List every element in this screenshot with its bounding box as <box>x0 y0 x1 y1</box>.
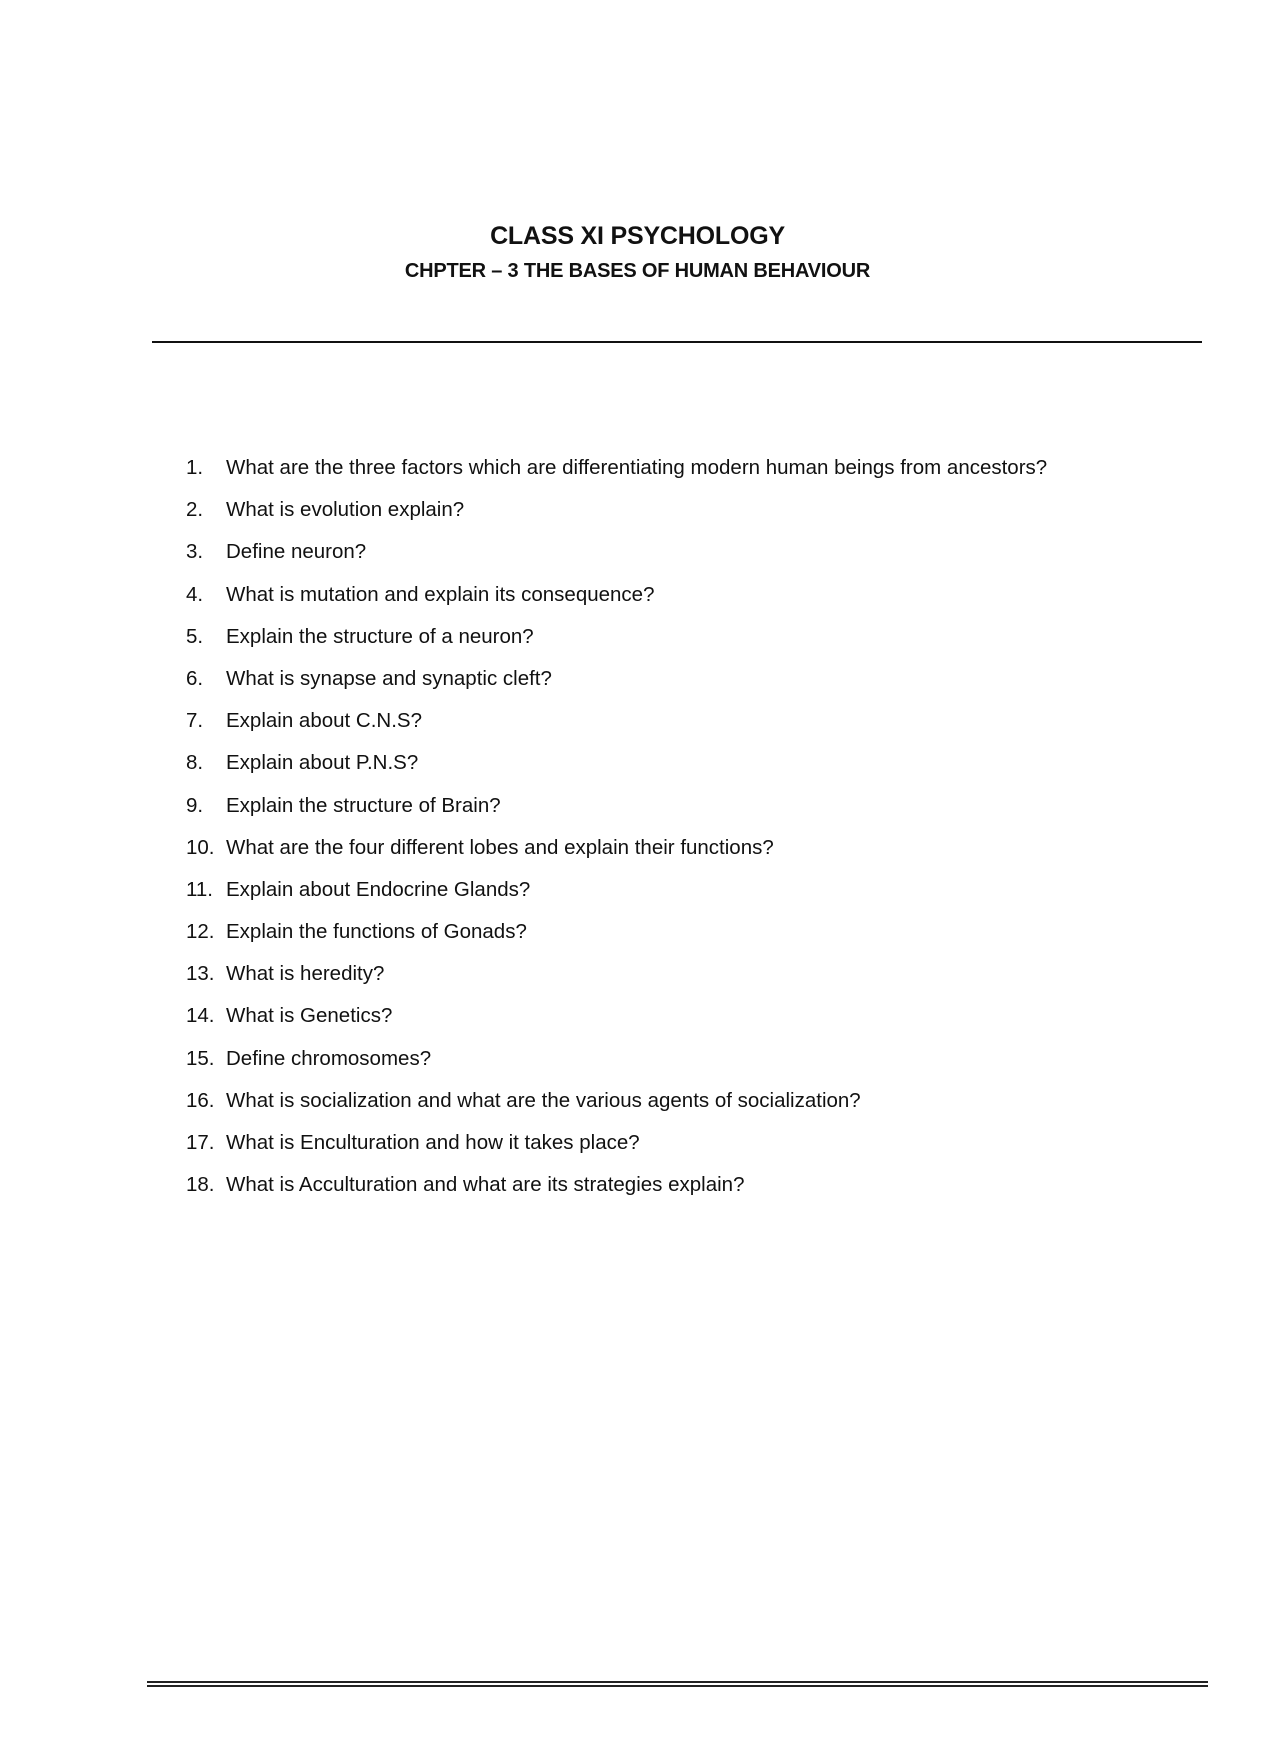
question-text: What is heredity? <box>226 962 385 986</box>
question-text: What is socialization and what are the various agents of socialization? <box>226 1088 861 1112</box>
question-item <box>186 658 1186 700</box>
question-text: Define chromosomes? <box>226 1046 432 1070</box>
question-text: Explain about P.N.S? <box>226 751 419 775</box>
question-item <box>186 1038 1186 1080</box>
question-item <box>186 1080 1186 1122</box>
question-number: 16. <box>186 1088 215 1112</box>
question-text: What is evolution explain? <box>226 498 465 522</box>
question-item <box>186 953 1186 995</box>
question-item <box>186 995 1186 1037</box>
header-divider <box>152 341 1202 343</box>
chapter-subtitle: CHPTER – 3 THE BASES OF HUMAN BEHAVIOUR <box>404 260 871 282</box>
question-number: 4. <box>186 582 204 606</box>
question-text: Define neuron? <box>226 540 367 564</box>
question-list <box>186 447 1186 1206</box>
question-item <box>186 574 1186 616</box>
question-item <box>186 911 1186 953</box>
question-item <box>186 531 1186 573</box>
question-text: What are the four different lobes and explain their functions? <box>226 835 774 859</box>
question-number: 5. <box>186 624 204 648</box>
question-text: What is mutation and explain its consequence? <box>226 582 655 606</box>
question-item <box>186 489 1186 531</box>
footer-double-rule <box>147 1681 1208 1687</box>
question-item <box>186 785 1186 827</box>
question-item <box>186 447 1186 489</box>
question-number: 6. <box>186 666 204 690</box>
question-text: Explain about Endocrine Glands? <box>226 877 531 901</box>
question-item <box>186 742 1186 784</box>
question-number: 18. <box>186 1173 215 1197</box>
question-text: Explain about C.N.S? <box>226 709 423 733</box>
question-number: 14. <box>186 1004 215 1028</box>
question-text: Explain the structure of a neuron? <box>226 624 534 648</box>
question-number: 12. <box>186 920 215 944</box>
question-text: What is synapse and synaptic cleft? <box>226 666 552 690</box>
question-item <box>186 1122 1186 1164</box>
question-item <box>186 869 1186 911</box>
question-text: What are the three factors which are differentiating modern human beings from ancestors? <box>226 456 1048 479</box>
question-number: 2. <box>186 498 204 522</box>
question-item <box>186 700 1186 742</box>
question-number: 10. <box>186 835 215 859</box>
question-text: What is Genetics? <box>226 1004 393 1028</box>
question-item <box>186 827 1186 869</box>
question-text: Explain the structure of Brain? <box>226 793 501 817</box>
question-item <box>186 616 1186 658</box>
question-number: 9. <box>186 793 204 817</box>
question-number: 8. <box>186 751 204 775</box>
question-number: 17. <box>186 1131 215 1154</box>
question-number: 11. <box>186 877 213 901</box>
question-number: 3. <box>186 540 204 564</box>
question-number: 1. <box>186 456 204 479</box>
question-text: What is Enculturation and how it takes place? <box>226 1131 640 1154</box>
question-item <box>186 1164 1186 1206</box>
question-number: 13. <box>186 962 215 986</box>
question-number: 7. <box>186 709 204 733</box>
page-title: CLASS XI PSYCHOLOGY <box>490 222 785 250</box>
question-text: Explain the functions of Gonads? <box>226 920 527 944</box>
question-text: What is Acculturation and what are its strategies explain? <box>226 1173 745 1197</box>
question-number: 15. <box>186 1046 215 1070</box>
